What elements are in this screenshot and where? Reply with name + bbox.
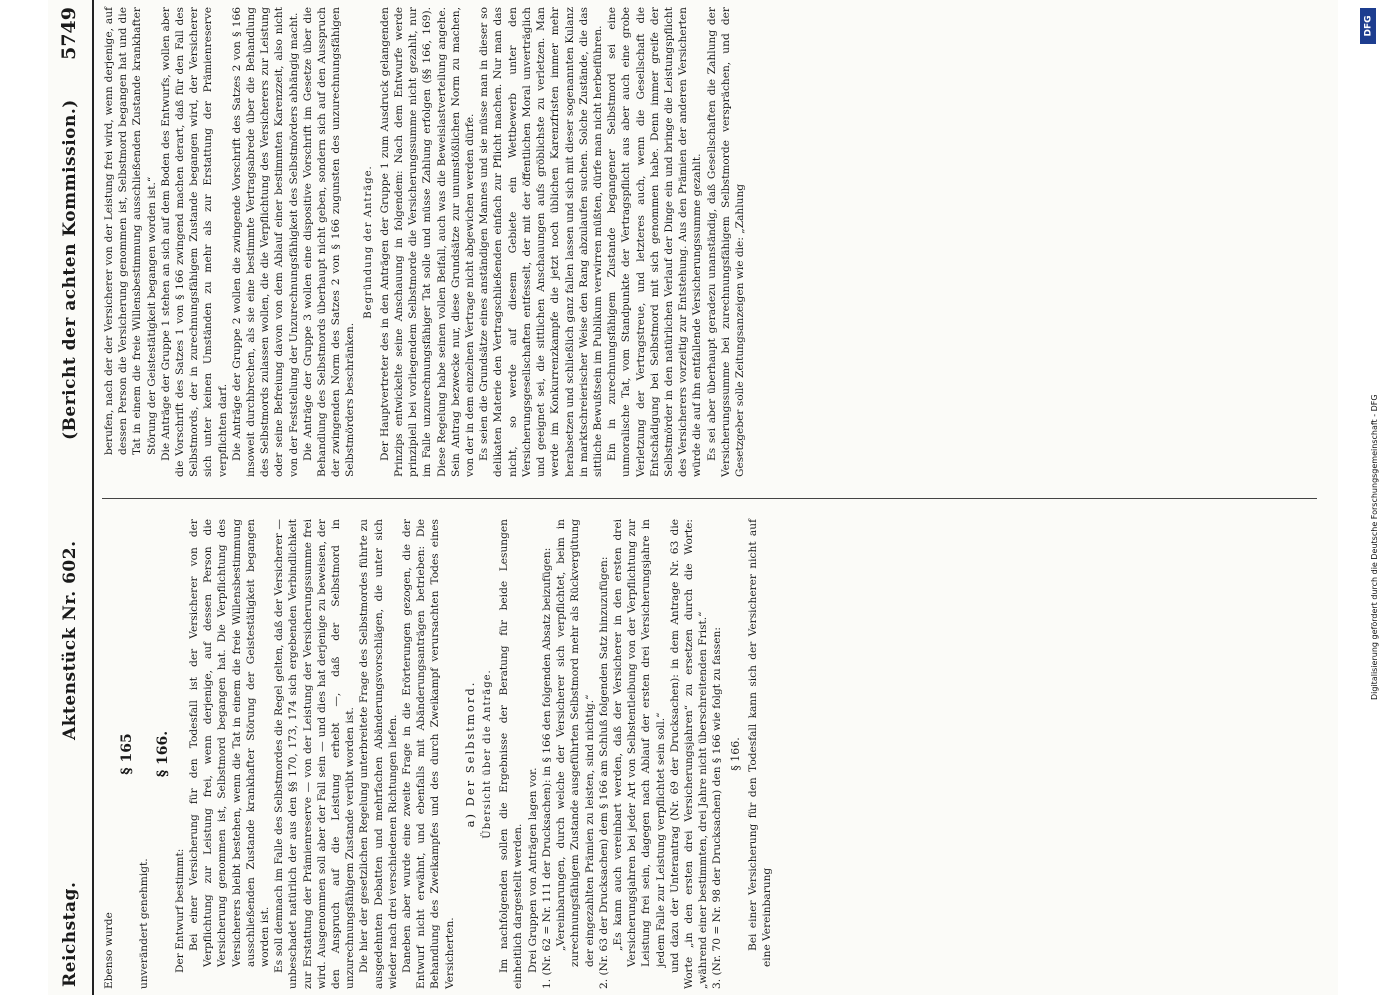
paragraph: Es sei aber überhaupt geradezu unanständig, daß Gesellschaften die Zahlung der Versicherungssumme bei zurechnungsfähigem Selbstmorde versprächen, und der Gesetzgeber solle Zeitungsanzeigen wie die: „Zahlung [705,7,746,477]
paragraph: Die Anträge der Gruppe 2 wollen die zwingende Vorschrift des Satzes 2 von § 166 insoweit durchbrechen, als sie eine bestimmte Vertragsabrede über die Behandlung des Selbstmords zulassen wollen, die die Verpflichtung des Versicherers zur Leistung oder seine Befreiung davon von dem Ablauf einer bestimmten Karenzzeit, also nicht von der Feststellung der Unzurechnungsfähigkeit des Selbstmörders abhängig macht. [230,7,300,477]
section-heading-166-proposal: § 166. [728,737,742,771]
header-left: Reichstag. [60,881,80,987]
paragraph: Die Anträge der Gruppe 1 stehen an sich auf dem Boden des Entwurfs, wollen aber die Vorschrift des Satzes 1 von § 166 zwingend machen derart, daß für den Fall des Selbstmords, der in zurechnungsfähigem Zustande begangen wird, der Versicherer sich unter keinen Umständen zu mehr als zur Erstattung der Prämienreserve verpflichten darf. [159,7,229,477]
paragraph: Der Hauptvertreter des in den Anträgen der Gruppe 1 zum Ausdruck gelangenden Prinzips entwickelte seine Anschauung in folgendem: Nach dem Entwurfe werde prinzipiell bei vorliegendem Selbstmorde die Versicherungssumme nicht gezahlt, nur im Falle unzurechnungsfähiger Tat solle und müsse Zahlung erfolgen (§§ 166, 169). Diese Regelung habe seinen vollen Beifall, auch was die Beweislastverteilung angehe. Sein Antrag bezwecke nur, diese Grundsätze zur unumstößlichen Norm zu machen, von der in dem einzelnen Vertrage nicht abgewichen werden dürfe. [378,7,477,477]
paragraph: Es soll demnach im Falle des Selbstmordes die Regel gelten, daß der Versicherer — unbeschadet natürlich der aus den §§ 170, 173, 174 sich ergebenden Verbindlichkeit zur Erstattung der Prämienreserve — von der Leistung der Versicherungssumme frei wird. Ausgenommen soll aber der Fall sein — und dies hat derjenige zu beweisen, der den Anspruch auf die Leistung erhebt —, daß der Selbstmord in unzurechnungsfähigem Zustande verübt worden ist. [273,519,357,989]
dfg-logo-icon [1360,8,1376,44]
list-item: 3. (Nr. 70 = Nr. 98 der Drucksachen) den § 166 wie folgt zu fassen: [711,627,724,989]
paragraph: Es seien die Grundsätze eines anständigen Mannes und sie müsse man in dieser so delikaten Materie den Vertragschließenden einfach zur Pflicht machen. Nur man das nicht, so werde auf diesem Gebiete ein Wettbewerb unter den Versicherungsgesellschaften entfesselt, der mit der öffentlichen Moral unverträglich und geeignet sei, die sittlichen Anschauungen aufs gröblichste zu verletzen. Man werde im Konkurrenzkampfe die jetzt noch üblichen Karenzfristen immer mehr herabsetzen und schließlich ganz fallen lassen und sich mit dieser sogenannten Kulanz in marktschreierischer Weise den Rang abzulaufen suchen. Solche Zustände, die das sittliche Bewußtsein im Publikum verwirren müßten, dürfe man nicht herbeiführen. [478,7,604,477]
credit-text: Digitalisierung gefördert durch die Deutsche Forschungsgemeinschaft - DFG [1370,394,1379,700]
logo-text: DFG [1363,15,1374,37]
page-header [48,0,94,995]
page-number: 5749 [58,7,80,60]
quoted-text: Bei einer Versicherung für den Todesfall ist der Versicherer von der Verpflichtung zur Leistung frei, wenn derjenige, auf dessen Person die Versicherung genommen ist, Selbstmord begangen hat. Die Verpflichtung des Versicherers bleibt bestehen, wenn die Tat in einem die freie Willensbestimmung ausschließenden Zustande krankhafter Störung der Geistestätigkeit begangen worden ist. [188,519,272,967]
minor-heading: Übersicht über die Anträge. [482,669,494,839]
header-report-title: (Bericht der achten Kommission.) [60,99,80,440]
scanned-page [48,0,1338,995]
paragraph: Drei Gruppen von Anträgen lagen vor. [526,767,539,973]
paragraph: Im nachfolgenden sollen die Ergebnisse der Beratung für beide Lesungen einheitlich dargestellt werden. [498,519,525,989]
paragraph: Ein in zurechnungsfähigem Zustande begangener Selbstmord sei eine unmoralische Tat, vom Standpunkte der Vertragspflicht aus aber auch eine grobe Verletzung der Vertragstreue, und letzteres auch, wenn die Gesellschaft die Entschädigung bei Selbstmord mit sich genommen habe. Denn immer greife der Selbstmörder in den natürlichen Verlauf der Dinge ein und bringe die Leistungspflicht des Versicherers vorzeitig zur Entstehung. Aus den Prämien der anderen Versicherten würde die auf ihn entfallende Versicherungssumme gezahlt. [606,7,704,477]
left-column [102,519,774,989]
subsection-heading: a) Der Selbstmord. [462,680,477,828]
list-item: 2. (Nr. 63 der Drucksachen) dem § 166 am Schluß folgenden Satz hinzuzufügen: [597,556,610,989]
paragraph: Ebenso wurde [103,912,115,989]
paragraph: und dazu der Unterantrag (Nr. 69 der Drucksachen): in dem Antrage Nr. 63 die Worte „in den ersten drei Versicherungsjahren“ zu ersetzen durch die Worte: „während einer bestimmten, drei Jahre nicht überschreitenden Frist.“ [668,519,710,989]
column-divider [102,498,1317,499]
minor-heading: Begründung der Anträge. [362,165,374,319]
header-document-number: Aktenstück Nr. 602. [60,540,80,740]
paragraph: Der Entwurf bestimmt: [173,848,186,973]
paragraph: unverändert genehmigt. [138,858,151,989]
right-column [102,7,747,477]
paragraph: Die Anträge der Gruppe 3 wollen eine dispositive Vorschrift im Gesetze über die Behandlung des Selbstmords überhaupt nicht geben, sondern sich auf den Ausspruch der zwingenden Norm des Satzes 2 von § 166 zugunsten des unzurechnungsfähigen Selbstmörders beschränken. [301,7,357,477]
paragraph: Daneben aber wurde eine zweite Frage in die Erörterungen gezogen, die der Entwurf nicht erwähnt, und ebenfalls mit Abänderungsanträgen betrieben: Die Behandlung des Zweikampfes und des durch Zweikampf verursachten Todes eines Versicherten. [401,519,456,989]
list-item: 1. (Nr. 62 = Nr. 111 der Drucksachen): in § 166 den folgenden Absatz beizufügen: [540,547,553,989]
quoted-text: „Es kann auch vereinbart werden, daß der Versicherer in den ersten drei Versicherungsjahren bei jeder Art von Selbstentleibung von der Verpflichtung zur Leistung frei sein, dagegen nach Ablauf der ersten drei Versicherungsjahre in jedem Falle zur Leistung verpflichtet sein soll.“ [611,519,667,967]
quoted-text: Bei einer Versicherung für den Todesfall kann sich der Versicherer nicht auf eine Vereinbarung [746,519,773,967]
paragraph: Die hier der gesetzlichen Regelung unterbreitete Frage des Selbstmordes führte zu ausgedehnten Debatten und mehrfachen Abänderungsvorschlägen, die unter sich wieder nach drei verschiedenen Richtungen liefen. [358,519,399,989]
section-heading-165: § 165 [119,733,136,775]
section-heading-166: § 166. [154,730,171,778]
quoted-text: berufen, nach der der Versicherer von der Leistung frei wird, wenn derjenige, auf dessen Person die Versicherung genommen ist, Selbstmord begangen hat und die Tat in einem die freie Willensbestimmung ausschließenden Zustande krankhafter Störung der Geistestätigkeit begangen worden ist.“ [103,7,158,455]
quoted-text: „Vereinbarungen, durch welche der Versicherer sich verpflichtet, beim in zurechnungsfähigem Zustande ausgeführten Selbstmord mehr als Rückvergütung der eingezahlten Prämien zu leisten, sind nichtig.“ [555,519,596,967]
